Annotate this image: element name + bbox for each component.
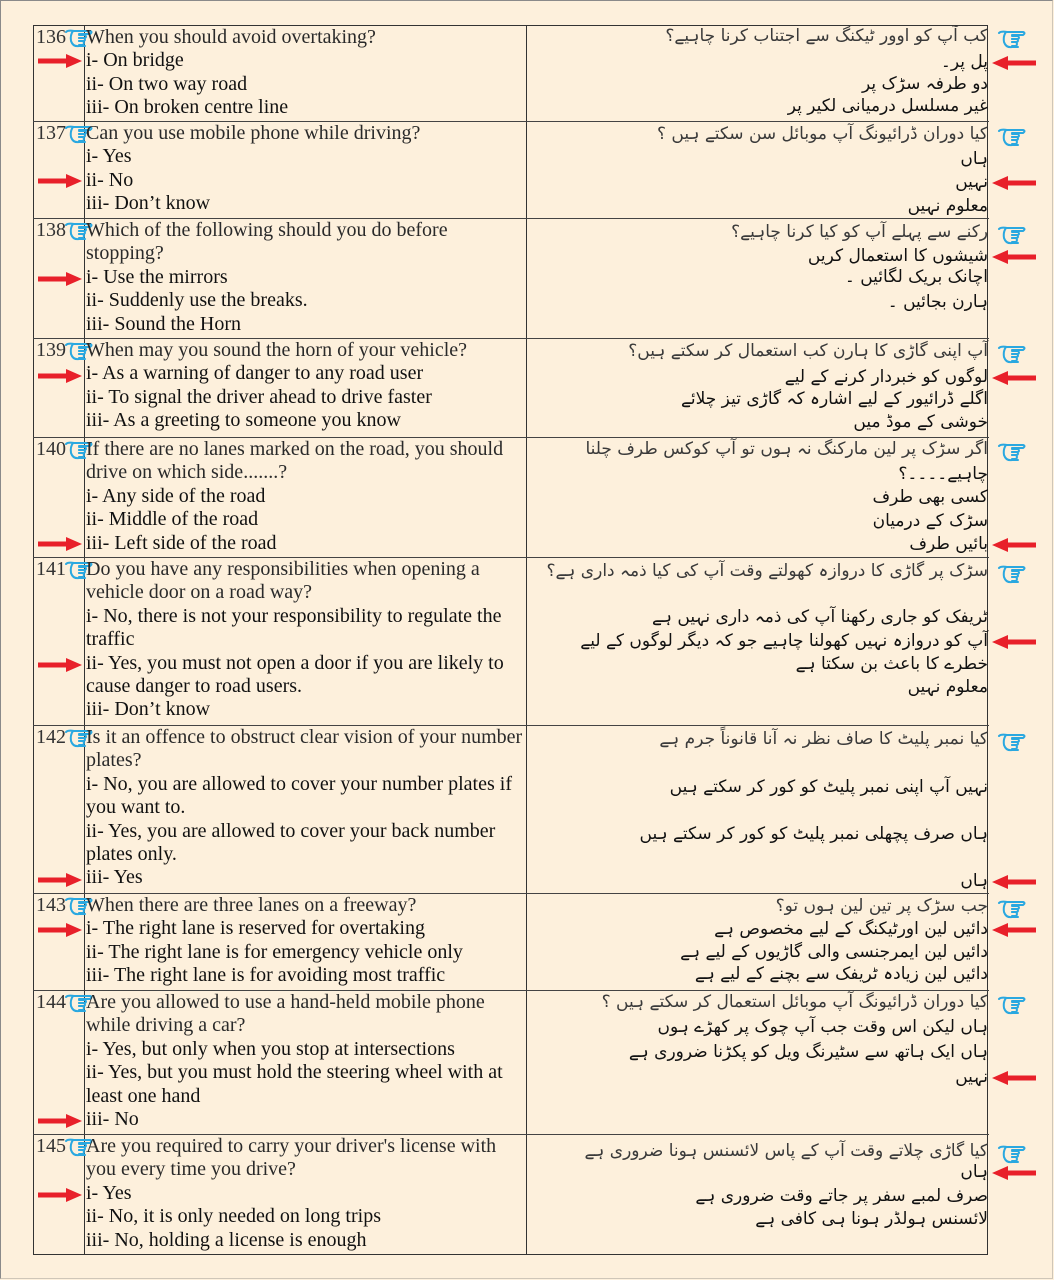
red-arrow-left-icon	[992, 1071, 1036, 1085]
red-arrow-right-icon	[38, 1188, 82, 1202]
urdu-option: اگلے ڈرائیور کے لیے اشارہ کہ گاڑی تیز چلائے	[680, 389, 988, 409]
urdu-option-correct: دائیں لین اورٹیکنگ کے لیے مخصوص ہے	[714, 919, 988, 939]
urdu-question-text: جب سڑک پر تین لین ہوں تو؟	[775, 896, 988, 916]
urdu-option-correct: ہاں	[960, 871, 988, 891]
urdu-question-text: کیا نمبر پلیٹ کا صاف نظر نہ آنا قانوناً جرم ہے	[659, 729, 988, 749]
pointing-hand-icon	[997, 28, 1029, 50]
pointing-hand-icon	[997, 224, 1029, 246]
red-arrow-right-icon	[38, 923, 82, 937]
urdu-option: اچانک بریک لگائیں ۔	[844, 267, 988, 287]
english-question	[86, 558, 526, 722]
red-arrow-right-icon	[38, 537, 82, 551]
urdu-question-text: سڑک پر گاڑی کا دروازہ کھولتے وقت آپ کی کیا ذمہ داری ہے؟	[546, 561, 988, 581]
english-question	[86, 122, 526, 216]
red-arrow-left-icon	[992, 1166, 1036, 1180]
pointing-hand-icon	[997, 731, 1029, 753]
question-number: 142	[36, 726, 66, 748]
question-number: 137	[36, 122, 66, 144]
urdu-option: ہاں ایک ہاتھ سے سٹیرنگ ویل کو پکڑنا ضروری ہے	[628, 1042, 988, 1062]
question-number: 139	[36, 339, 66, 361]
english-option: i- No, there is not your responsibility to regulate the traffic	[86, 604, 502, 651]
english-option: i- Any side of the road	[86, 484, 266, 507]
urdu-option: دائیں لین ایمرجنسی والی گاڑیوں کے لیے ہے	[680, 942, 988, 962]
english-question-text: Is it an offence to obstruct clear vision of your number plates?	[86, 726, 523, 772]
red-arrow-right-icon	[38, 54, 82, 68]
red-arrow-right-icon	[38, 174, 82, 188]
urdu-option: دائیں لین زیادہ ٹریفک سے بچنے کے لیے ہے	[694, 964, 988, 984]
pointing-hand-icon	[997, 898, 1029, 920]
urdu-option: معلوم نہیں	[907, 677, 988, 697]
english-question-text: Which of the following should you do before stopping?	[86, 219, 448, 265]
pointing-hand-icon	[997, 1143, 1029, 1165]
red-arrow-right-icon	[38, 1114, 82, 1128]
pointing-hand-icon	[997, 994, 1029, 1016]
urdu-option: غیر مسلسل درمیانی لکیر پر	[787, 96, 988, 116]
question-number: 138	[36, 219, 66, 241]
english-question	[86, 726, 526, 890]
urdu-option: ہاں	[960, 149, 988, 169]
english-option-correct: i- On bridge	[86, 49, 184, 72]
english-option: iii- The right lane is for avoiding most traffic	[86, 964, 446, 987]
urdu-option-correct: ہاں	[960, 1162, 988, 1182]
english-option: ii- No, it is only needed on long trips	[86, 1205, 381, 1228]
red-arrow-right-icon	[38, 272, 82, 286]
english-option: i- No, you are allowed to cover your number plates if you want to.	[86, 772, 512, 819]
red-arrow-right-icon	[38, 873, 82, 887]
urdu-option: کسی بھی طرف	[872, 487, 988, 507]
urdu-option-correct: آپ کو دروازہ نہیں کھولنا چاہیے جو کہ دیگر لوگوں کے لیے	[580, 631, 988, 651]
red-arrow-left-icon	[992, 923, 1036, 937]
english-question	[86, 438, 526, 555]
urdu-question-text: کیا دوران ڈرائیونگ آپ موبائل استعمال کر سکتے ہیں ؟	[601, 992, 988, 1012]
english-option-correct: i- Yes	[86, 1181, 132, 1204]
english-option: iii- Sound the Horn	[86, 312, 241, 335]
urdu-question-text: کب آپ کو اوور ٹیکنگ سے اجتناب کرنا چاہیے؟	[665, 26, 988, 46]
column-divider-language	[526, 25, 527, 1255]
english-question-text: When you should avoid overtaking?	[86, 26, 376, 48]
question-number: 141	[36, 558, 66, 580]
urdu-question-text: کیا دوران ڈرائیونگ آپ موبائل سن سکتے ہیں ؟	[656, 124, 988, 144]
english-question	[86, 1135, 526, 1252]
english-option: ii- Middle of the road	[86, 508, 259, 531]
urdu-question-text: کیا گاڑی چلاتے وقت آپ کے پاس لائسنس ہونا ضروری ہے	[584, 1141, 988, 1161]
urdu-option-correct: شیشوں کا استعمال کریں	[807, 246, 988, 266]
red-arrow-left-icon	[992, 56, 1036, 70]
english-option: ii- The right lane is for emergency vehicle only	[86, 940, 463, 963]
english-question	[86, 991, 526, 1131]
english-option: ii- On two way road	[86, 72, 248, 95]
english-option-correct: i- As a warning of danger to any road user	[86, 362, 424, 385]
urdu-option: خوشی کے موڈ میں	[853, 412, 988, 432]
column-divider-number	[84, 25, 85, 1255]
urdu-option: ہاں صرف پچھلی نمبر پلیٹ کو کور کر سکتے ہیں	[639, 824, 988, 844]
question-number: 136	[36, 26, 66, 48]
urdu-option: ہارن بجائیں ۔	[887, 292, 988, 312]
english-question	[86, 26, 526, 120]
pointing-hand-icon	[997, 441, 1029, 463]
english-option-correct: ii- No	[86, 168, 134, 191]
english-option: iii- Don’t know	[86, 698, 211, 721]
red-arrow-left-icon	[992, 371, 1036, 385]
english-option: ii- Suddenly use the breaks.	[86, 289, 308, 312]
red-arrow-left-icon	[992, 635, 1036, 649]
english-option-correct: i- Use the mirrors	[86, 265, 228, 288]
english-option: iii- No, holding a license is enough	[86, 1228, 367, 1251]
question-number: 143	[36, 894, 66, 916]
english-option: iii- As a greeting to someone you know	[86, 409, 401, 432]
red-arrow-left-icon	[992, 538, 1036, 552]
english-question-text: When there are three lanes on a freeway?	[86, 894, 417, 916]
english-option: i- Yes	[86, 145, 132, 168]
urdu-option-correct: نہیں	[955, 1067, 988, 1087]
english-question-text: Are you required to carry your driver's license with you every time you drive?	[86, 1135, 497, 1181]
urdu-question-text: اگر سڑک پر لین مارکنگ نہ ہوں تو آپ کوکس طرف چلنا	[585, 439, 988, 459]
urdu-option: ہاں لیکن اس وقت جب آپ چوک پر کھڑے ہوں	[657, 1017, 988, 1037]
urdu-option: خطرے کا باعث بن سکتا ہے	[795, 654, 988, 674]
english-option: i- Yes, but only when you stop at intersections	[86, 1037, 455, 1060]
pointing-hand-icon	[997, 343, 1029, 365]
english-question-text: When may you sound the horn of your vehicle?	[86, 339, 468, 361]
english-option-correct: iii- Yes	[86, 866, 143, 889]
urdu-option: لائسنس ہولڈر ہونا ہی کافی ہے	[755, 1209, 988, 1229]
urdu-option: معلوم نہیں	[907, 196, 988, 216]
question-number: 144	[36, 991, 66, 1013]
question-number: 145	[36, 1135, 66, 1157]
question-number: 140	[36, 438, 66, 460]
english-option-correct: ii- Yes, you must not open a door if you are likely to cause danger to road users.	[86, 651, 504, 698]
english-question-text: Do you have any responsibilities when opening a vehicle door on a road way?	[86, 558, 480, 604]
english-question	[86, 219, 526, 336]
english-question-text: If there are no lanes marked on the road, you should drive on which side.......?	[86, 438, 504, 484]
pointing-hand-icon	[997, 563, 1029, 585]
red-arrow-left-icon	[992, 176, 1036, 190]
urdu-option-correct: بائیں طرف	[909, 534, 988, 554]
urdu-question-text: آپ اپنی گاڑی کا ہارن کب استعمال کر سکتے ہیں؟	[628, 341, 988, 361]
english-option: iii- On broken centre line	[86, 96, 289, 119]
urdu-option: دو طرفہ سڑک پر	[862, 74, 988, 94]
urdu-option-correct: پل پر۔	[940, 52, 988, 72]
urdu-option: نہیں آپ اپنی نمبر پلیٹ کو کور کر سکتے ہیں	[669, 777, 988, 797]
english-option-correct: iii- Left side of the road	[86, 531, 277, 554]
english-question	[86, 894, 526, 988]
red-arrow-right-icon	[38, 369, 82, 383]
urdu-question-text: رکنے سے پہلے آپ کو کیا کرنا چاہیے؟	[731, 222, 988, 242]
red-arrow-left-icon	[992, 250, 1036, 264]
english-question-text: Are you allowed to use a hand-held mobile phone while driving a car?	[86, 991, 485, 1037]
english-option: ii- Yes, you are allowed to cover your back number plates only.	[86, 819, 496, 866]
urdu-option: ٹریفک کو جاری رکھنا آپ کی ذمہ داری نہیں ہے	[652, 607, 988, 627]
red-arrow-left-icon	[992, 875, 1036, 889]
urdu-option: صرف لمبے سفر پر جاتے وقت ضروری ہے	[695, 1186, 988, 1206]
english-option: ii- Yes, but you must hold the steering wheel with at least one hand	[86, 1061, 503, 1107]
english-question-text: Can you use mobile phone while driving?	[86, 122, 421, 144]
urdu-option-correct: نہیں	[955, 172, 988, 192]
red-arrow-right-icon	[38, 658, 82, 672]
urdu-option-correct: لوگوں کو خبردار کرنے کے لیے	[784, 367, 988, 387]
pointing-hand-icon	[997, 126, 1029, 148]
urdu-option: سڑک کے درمیان	[872, 511, 988, 531]
english-option: ii- To signal the driver ahead to drive faster	[86, 385, 432, 408]
urdu-option: چاہیے۔۔۔۔؟	[898, 464, 988, 484]
english-question	[86, 339, 526, 433]
english-option-correct: i- The right lane is reserved for overtaking	[86, 917, 425, 940]
english-option: iii- Don’t know	[86, 192, 211, 215]
english-option-correct: iii- No	[86, 1108, 139, 1131]
